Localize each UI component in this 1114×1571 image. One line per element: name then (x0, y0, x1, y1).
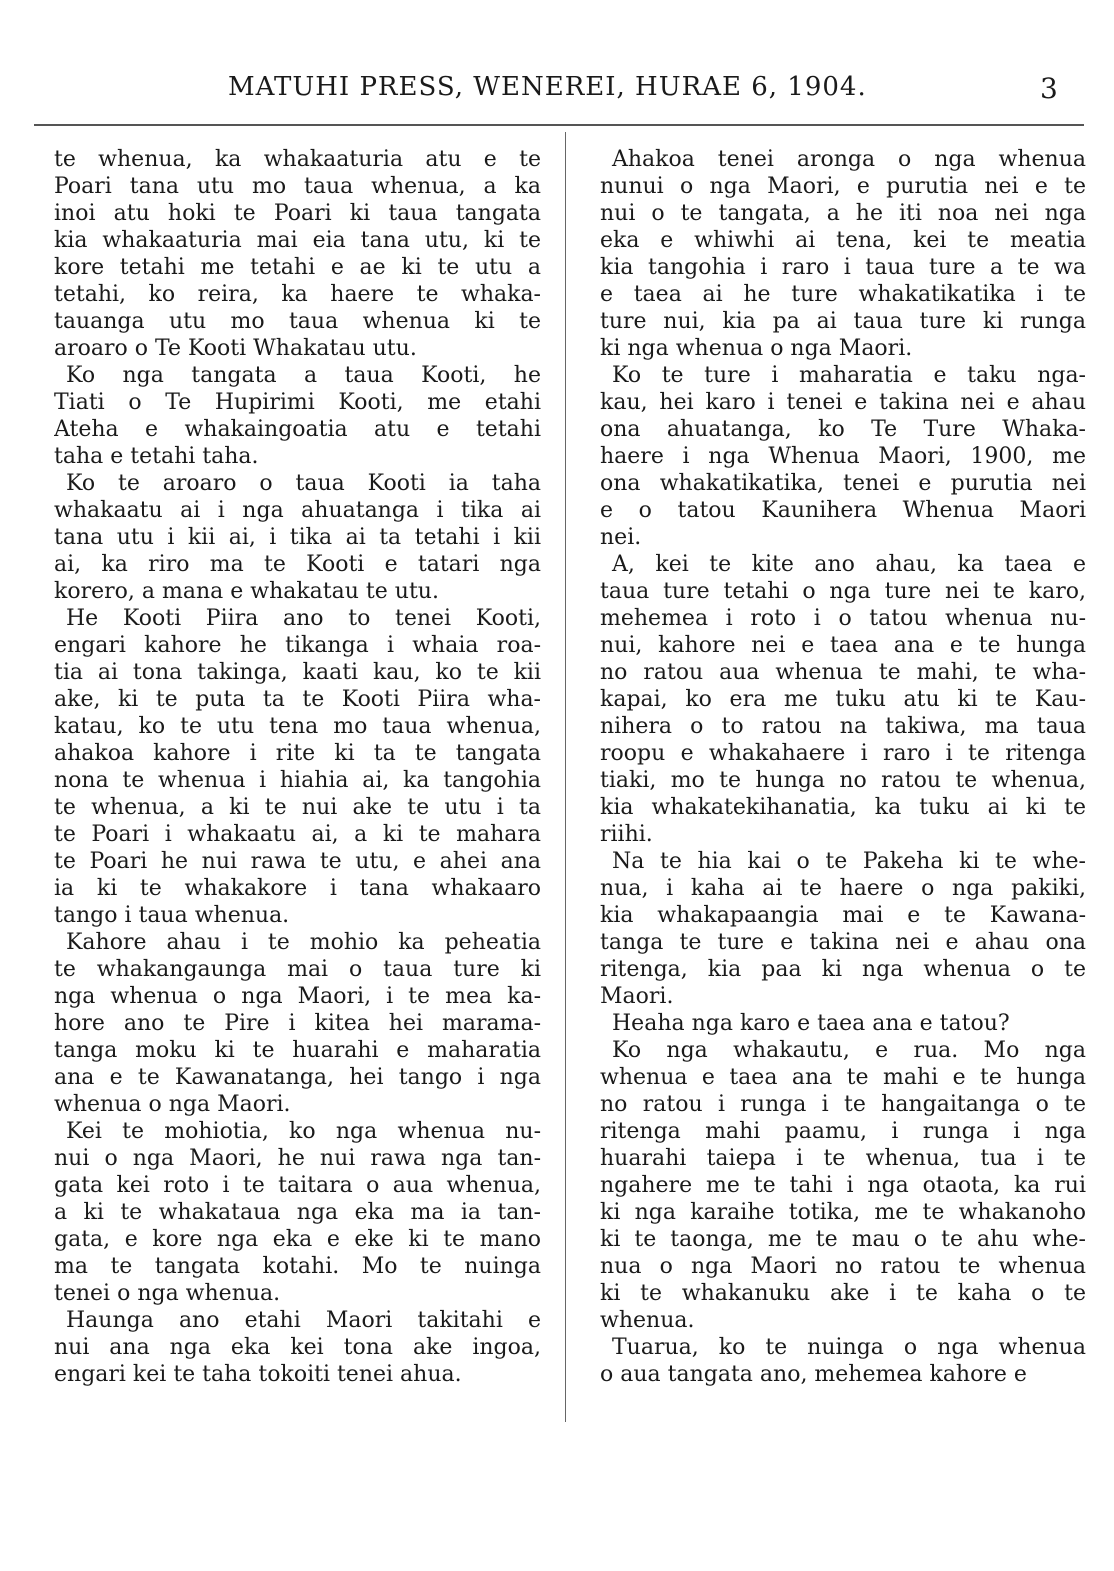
text-line: Ko te ture i maharatia e taku nga- (612, 363, 1086, 388)
text-line: Kahore ahau i te mohio ka peheatia (66, 930, 541, 955)
text-line: whakaatu ai i nga ahuatanga i tika ai (54, 498, 541, 523)
text-line: nga whenua o nga Maori, i te mea ka- (54, 984, 541, 1009)
page-number: 3 (1040, 72, 1058, 105)
text-line: kau, hei karo i tenei e takina nei e ahau (600, 390, 1086, 415)
text-line: tana utu i kii ai, i tika ai ta tetahi i kii (54, 525, 541, 550)
text-line: a ki te whakataua nga eka ma ia tan- (54, 1200, 541, 1225)
text-line: Tuarua, ko te nuinga o nga whenua (612, 1335, 1086, 1360)
text-line: Maori. (600, 984, 674, 1009)
text-line: ngahere me te tahi i nga otaota, ka rui (600, 1173, 1086, 1198)
text-line: no ratou i runga i te hangaitanga o te (600, 1092, 1086, 1117)
text-line: tanga te ture e takina nei e ahau ona (600, 930, 1086, 955)
text-line: Na te hia kai o te Pakeha ki te whe- (612, 849, 1086, 874)
paragraph (600, 146, 1086, 362)
text-line: Ko nga tangata a taua Kooti, he (66, 363, 541, 388)
text-line: nui, kahore nei e taea ana e te hunga (600, 633, 1086, 658)
text-line: te whakangaunga mai o taua ture ki (54, 957, 541, 982)
paragraph (54, 470, 541, 605)
text-line: tetahi, ko reira, ka haere te whaka- (54, 282, 541, 307)
text-line: ona whakatikatika, tenei e purutia nei (600, 471, 1086, 496)
text-line: haere i nga Whenua Maori, 1900, me (600, 444, 1086, 469)
paragraph (600, 1010, 1086, 1037)
text-line: nunui o nga Maori, e purutia nei e te (600, 174, 1086, 199)
text-line: kia whakapaangia mai e te Kawana- (600, 903, 1086, 928)
text-line: ma te tangata kotahi. Mo te nuinga (54, 1254, 541, 1279)
text-line: taha e tetahi taha. (54, 444, 259, 469)
text-line: nua, i kaha ai te haere o nga pakiki, (600, 876, 1086, 901)
text-line: inoi atu hoki te Poari ki taua tangata (54, 201, 541, 226)
text-line: Ko te aroaro o taua Kooti ia taha (66, 471, 541, 496)
text-line: kia tangohia i raro i taua ture a te wa (600, 255, 1086, 280)
text-line: nona te whenua i hiahia ai, ka tangohia (54, 768, 541, 793)
text-line: taua ture tetahi o nga ture nei te karo, (600, 579, 1086, 604)
text-line: te whenua, ka whakaaturia atu e te (54, 147, 541, 172)
text-line: kapai, ko era me tuku atu ki te Kau- (600, 687, 1086, 712)
text-line: Tiati o Te Hupirimi Kooti, me etahi (54, 390, 541, 415)
text-line: ana e te Kawanatanga, hei tango i nga (54, 1065, 541, 1090)
text-line: hore ano te Pire i kitea hei marama- (54, 1011, 541, 1036)
paragraph (600, 551, 1086, 848)
text-line: Poari tana utu mo taua whenua, a ka (54, 174, 541, 199)
text-line: ritenga mahi paamu, i runga i nga (600, 1119, 1086, 1144)
text-line: nua o nga Maori no ratou te whenua (600, 1254, 1086, 1279)
text-line: Kei te mohiotia, ko nga whenua nu- (66, 1119, 541, 1144)
text-line: nei. (600, 525, 642, 550)
page-header (0, 72, 1114, 112)
text-line: ki nga whenua o nga Maori. (600, 336, 913, 361)
text-line: ture nui, kia pa ai taua ture ki runga (600, 309, 1086, 334)
text-line: ona ahuatanga, ko Te Ture Whaka- (600, 417, 1086, 442)
paragraph (54, 929, 541, 1118)
text-line: te Poari i whakaatu ai, a ki te mahara (54, 822, 541, 847)
paragraph (54, 362, 541, 470)
paragraph (54, 605, 541, 929)
text-line: mehemea i roto i o tatou whenua nu- (600, 606, 1086, 631)
text-line: ki te taonga, me te mau o te ahu whe- (600, 1227, 1086, 1252)
paragraph (600, 1334, 1086, 1388)
text-line: e taea ai he ture whakatikatika i te (600, 282, 1086, 307)
text-line: ai, ka riro ma te Kooti e tatari nga (54, 552, 541, 577)
text-line: tia ai tona takinga, kaati kau, ko te kii (54, 660, 541, 685)
text-line: He Kooti Piira ano to tenei Kooti, (66, 606, 541, 631)
column-divider (565, 132, 566, 1422)
text-line: tango i taua whenua. (54, 903, 290, 928)
newspaper-masthead: MATUHI PRESS, WENEREI, HURAE 6, 1904. (228, 72, 867, 102)
text-line: te Poari he nui rawa te utu, e ahei ana (54, 849, 541, 874)
text-line: Ateha e whakaingoatia atu e tetahi (54, 417, 541, 442)
text-line: ki nga karaihe totika, me te whakanoho (600, 1200, 1086, 1225)
text-line: nui ana nga eka kei tona ake ingoa, (54, 1335, 541, 1360)
paragraph (54, 1307, 541, 1388)
text-line: Heaha nga karo e taea ana e tatou? (612, 1011, 1010, 1036)
text-line: Ko nga whakautu, e rua. Mo nga (612, 1038, 1086, 1063)
text-line: kia whakatekihanatia, ka tuku ai ki te (600, 795, 1086, 820)
text-line: gata, e kore nga eka e eke ki te mano (54, 1227, 541, 1252)
right-column (600, 146, 1086, 1446)
text-line: tanga moku ki te huarahi e maharatia (54, 1038, 541, 1063)
left-column (54, 146, 541, 1446)
text-line: nui o te tangata, a he iti noa nei nga (600, 201, 1086, 226)
text-line: engari kahore he tikanga i whaia roa- (54, 633, 541, 658)
paragraph (600, 362, 1086, 551)
text-line: roopu e whakahaere i raro i te ritenga (600, 741, 1086, 766)
text-line: tiaki, mo te hunga no ratou te whenua, (600, 768, 1086, 793)
text-line: eka e whiwhi ai tena, kei te meatia (600, 228, 1086, 253)
text-line: whenua. (600, 1308, 695, 1333)
text-line: tauanga utu mo taua whenua ki te (54, 309, 541, 334)
text-line: aroaro o Te Kooti Whakatau utu. (54, 336, 417, 361)
text-line: e o tatou Kaunihera Whenua Maori (600, 498, 1086, 523)
text-line: huarahi taiepa i te whenua, tua i te (600, 1146, 1086, 1171)
text-line: whenua e taea ana te mahi e te hunga (600, 1065, 1086, 1090)
header-rule (34, 124, 1084, 126)
text-line: korero, a mana e whakatau te utu. (54, 579, 439, 604)
text-line: o aua tangata ano, mehemea kahore e (600, 1362, 1027, 1387)
text-line: no ratou aua whenua te mahi, te wha- (600, 660, 1086, 685)
text-line: ia ki te whakakore i tana whakaaro (54, 876, 541, 901)
text-line: kia whakaaturia mai eia tana utu, ki te (54, 228, 541, 253)
text-line: ritenga, kia paa ki nga whenua o te (600, 957, 1086, 982)
text-line: kore tetahi me tetahi e ae ki te utu a (54, 255, 541, 280)
text-line: katau, ko te utu tena mo taua whenua, (54, 714, 541, 739)
text-line: Ahakoa tenei aronga o nga whenua (612, 147, 1086, 172)
paragraph (600, 848, 1086, 1010)
text-line: ki te whakanuku ake i te kaha o te (600, 1281, 1086, 1306)
text-line: riihi. (600, 822, 653, 847)
text-line: gata kei roto i te taitara o aua whenua, (54, 1173, 541, 1198)
text-line: Haunga ano etahi Maori takitahi e (66, 1308, 541, 1333)
paragraph (600, 1037, 1086, 1334)
text-line: nui o nga Maori, he nui rawa nga tan- (54, 1146, 541, 1171)
text-line: ahakoa kahore i rite ki ta te tangata (54, 741, 541, 766)
text-line: ake, ki te puta ta te Kooti Piira wha- (54, 687, 541, 712)
text-line: whenua o nga Maori. (54, 1092, 291, 1117)
text-line: A, kei te kite ano ahau, ka taea e (612, 552, 1086, 577)
text-line: nihera o to ratou na takiwa, ma taua (600, 714, 1086, 739)
text-line: engari kei te taha tokoiti tenei ahua. (54, 1362, 462, 1387)
paragraph (54, 1118, 541, 1307)
text-line: te whenua, a ki te nui ake te utu i ta (54, 795, 541, 820)
text-line: tenei o nga whenua. (54, 1281, 281, 1306)
paragraph (54, 146, 541, 362)
